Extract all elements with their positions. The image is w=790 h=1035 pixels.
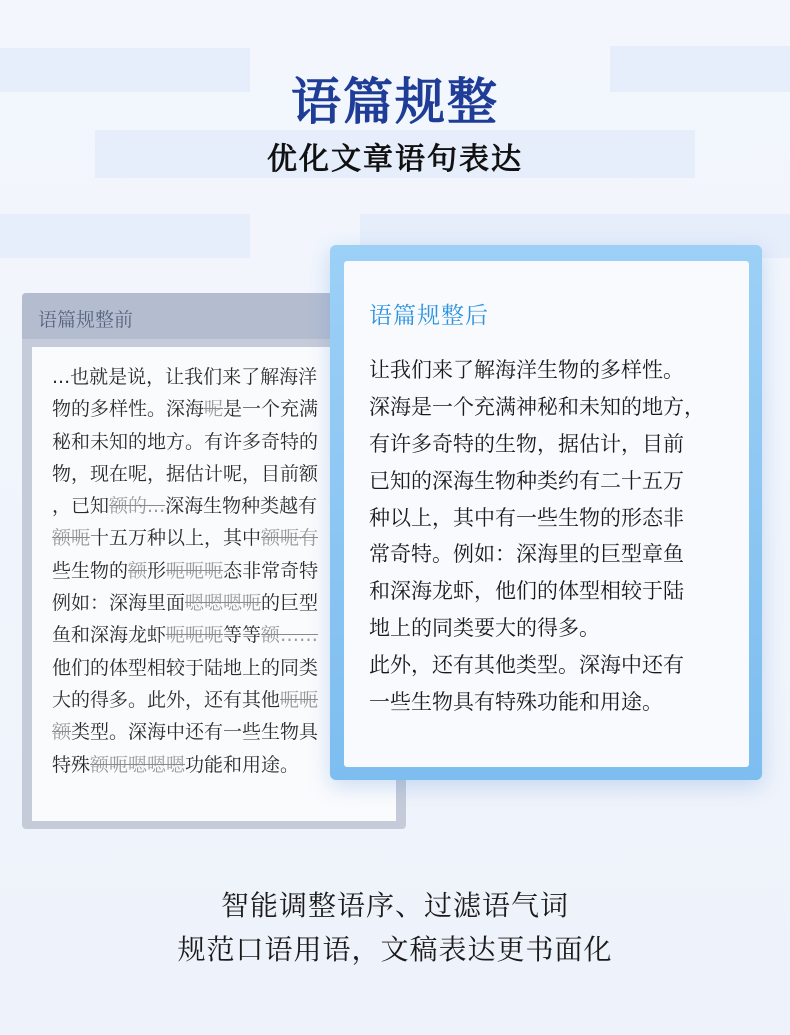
text-segment: 等等 xyxy=(223,624,262,647)
after-text-line: 此外，还有其他类型。深海中还有 xyxy=(369,653,684,678)
after-card-body xyxy=(344,261,749,767)
text-segment: 类型。深海中还有一些生物具 xyxy=(71,721,319,744)
filler-word: 嗯嗯嗯呃 xyxy=(185,592,262,615)
caption-line-2: 规范口语用语，文稿表达更书面化 xyxy=(177,933,613,966)
after-text-line: 和深海龙虾，他们的体型相较于陆 xyxy=(369,579,684,604)
text-segment: 十五万种以上，其中 xyxy=(90,527,262,550)
after-card xyxy=(330,245,762,780)
filler-word: 额 xyxy=(128,559,148,582)
text-segment: 形 xyxy=(147,559,167,582)
text-segment: 大的得多。此外，还有其他 xyxy=(52,688,281,711)
after-text-line: 已知的深海生物种类约有二十五万 xyxy=(369,468,684,493)
text-segment: 是一个充满 xyxy=(223,398,319,421)
bg-stripe xyxy=(0,214,250,258)
text-segment: 态非常奇特 xyxy=(223,559,319,582)
text-segment: 例如：深海里面 xyxy=(52,592,186,615)
text-segment: 物，现在呢，据估计呢，目前额 xyxy=(52,462,319,485)
page-title: 语篇规整 xyxy=(291,73,499,131)
text-segment: ...也就是说，让我们来了解海洋 xyxy=(52,366,318,388)
text-segment: 物的多样性。深海 xyxy=(52,398,205,421)
after-text-line: 让我们来了解海洋生物的多样性。 xyxy=(369,358,684,382)
filler-word: 额 xyxy=(52,721,72,744)
after-text xyxy=(369,352,749,721)
after-text-line: 深海是一个充满神秘和未知的地方， xyxy=(369,394,705,419)
filler-word: 呃呃 xyxy=(280,688,319,711)
after-text-line: 一些生物具有特殊功能和用途。 xyxy=(369,690,663,715)
filler-word: 额呃嗯嗯嗯 xyxy=(90,753,186,776)
caption-line-1: 智能调整语序、过滤语气词 xyxy=(220,889,569,922)
after-text-line: 有许多奇特的生物，据估计，目前 xyxy=(369,431,684,456)
before-card-label: 语篇规整前 xyxy=(38,309,134,331)
text-segment: 些生物的 xyxy=(52,559,129,582)
filler-word: 呢 xyxy=(204,398,224,421)
filler-word: 呃呃呃 xyxy=(166,624,224,647)
filler-word: 额呃 xyxy=(52,527,91,550)
filler-word: 呃呃呃 xyxy=(166,559,224,582)
after-text-line: 地上的同类要大的得多。 xyxy=(369,616,600,641)
page-subtitle: 优化文章语句表达 xyxy=(267,142,523,177)
text-segment: 深海生物种类越有 xyxy=(165,495,318,518)
text-segment: 他们的体型相较于陆地上的同类 xyxy=(52,656,319,679)
after-text-line: 常奇特。例如：深海里的巨型章鱼 xyxy=(369,542,684,567)
filler-word: 额呃有 xyxy=(261,527,319,550)
text-segment: 功能和用途。 xyxy=(185,753,300,776)
text-segment: 特殊 xyxy=(52,753,91,776)
filler-word: 额…… xyxy=(261,624,319,647)
after-text-line: 种以上，其中有一些生物的形态非 xyxy=(369,505,684,530)
filler-word: 额的... xyxy=(109,495,166,518)
text-segment: ，已知 xyxy=(52,495,110,518)
text-segment: 秘和未知的地方。有许多奇特的 xyxy=(52,430,319,453)
after-card-label: 语篇规整后 xyxy=(369,303,489,329)
text-segment: 的巨型 xyxy=(261,592,319,615)
text-segment: 鱼和深海龙虾 xyxy=(52,624,167,647)
